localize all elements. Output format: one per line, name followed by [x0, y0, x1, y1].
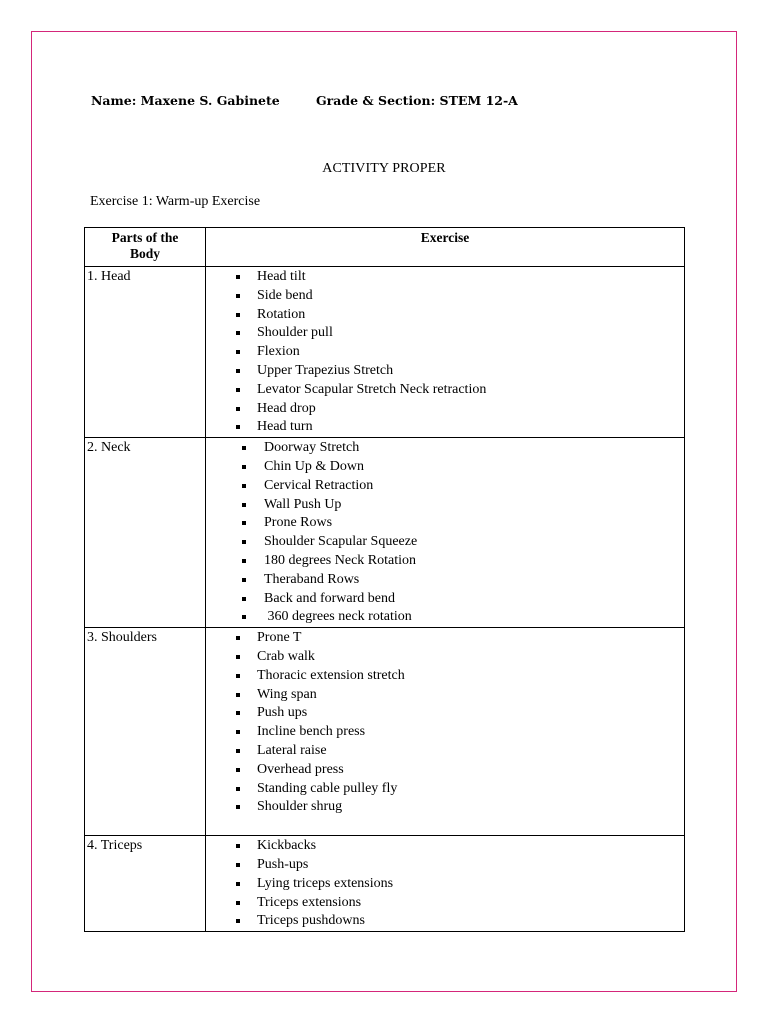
square-bullet-icon — [242, 540, 246, 544]
square-bullet-icon — [242, 503, 246, 507]
exercise-text: 180 degrees Neck Rotation — [264, 552, 417, 568]
list-item — [206, 439, 684, 458]
square-bullet-icon — [236, 730, 240, 734]
list-item — [206, 590, 684, 609]
list-item — [206, 856, 684, 875]
exercise-text: Back and forward bend — [264, 590, 396, 606]
list-item — [206, 418, 684, 437]
square-bullet-icon — [236, 787, 240, 791]
list-item — [206, 268, 684, 287]
list-item — [206, 287, 684, 306]
exercise-text: Push ups — [257, 705, 308, 721]
square-bullet-icon — [236, 294, 240, 298]
exercise-list-cell — [206, 267, 685, 438]
exercise-list — [206, 268, 684, 437]
square-bullet-icon — [236, 350, 240, 354]
exercise-text: 360 degrees neck rotation — [264, 609, 412, 625]
exercise-text: Kickbacks — [257, 838, 317, 854]
exercise-text: Upper Trapezius Stretch — [257, 362, 394, 378]
square-bullet-icon — [236, 749, 240, 753]
table-row — [85, 267, 685, 438]
list-item — [206, 723, 684, 742]
exercise-text: Prone T — [257, 630, 302, 646]
square-bullet-icon — [236, 901, 240, 905]
square-bullet-icon — [242, 615, 246, 619]
square-bullet-icon — [236, 275, 240, 279]
exercise-text: Standing cable pulley fly — [257, 780, 398, 796]
exercise-text: Rotation — [257, 306, 306, 322]
list-item — [206, 552, 684, 571]
exercise-text: Theraband Rows — [264, 571, 360, 587]
square-bullet-icon — [236, 693, 240, 697]
list-item — [206, 324, 684, 343]
body-part-cell: 2. Neck — [85, 438, 206, 628]
exercise-text: Chin Up & Down — [264, 458, 364, 474]
exercise-list-cell — [206, 836, 685, 932]
list-item — [206, 458, 684, 477]
square-bullet-icon — [236, 388, 240, 392]
exercise-text: Levator Scapular Stretch Neck retraction — [257, 381, 487, 397]
exercise-text: Incline bench press — [257, 724, 366, 740]
square-bullet-icon — [242, 465, 246, 469]
exercise-list — [206, 439, 684, 627]
list-item — [206, 400, 684, 419]
grade-section: Grade & Section: STEM 12-A — [316, 93, 518, 108]
table-row — [85, 836, 685, 932]
square-bullet-icon — [236, 331, 240, 335]
list-item — [206, 894, 684, 913]
column-header-exercise: Exercise — [206, 228, 685, 267]
square-bullet-icon — [242, 559, 246, 563]
exercise-text: Triceps pushdowns — [257, 913, 365, 929]
square-bullet-icon — [242, 597, 246, 601]
body-part-cell: 3. Shoulders — [85, 628, 206, 836]
table-header-row — [85, 228, 685, 267]
exercise-text: Head turn — [257, 419, 313, 435]
exercise-text: Shoulder shrug — [257, 799, 343, 815]
exercise-text: Triceps extensions — [257, 894, 362, 910]
exercise-list-cell — [206, 628, 685, 836]
square-bullet-icon — [236, 636, 240, 640]
exercise-text: Cervical Retraction — [264, 477, 374, 493]
exercise-text: Shoulder pull — [257, 325, 333, 341]
list-item — [206, 571, 684, 590]
square-bullet-icon — [236, 655, 240, 659]
exercise-heading: Exercise 1: Warm-up Exercise — [90, 194, 261, 209]
list-item — [206, 306, 684, 325]
square-bullet-icon — [236, 407, 240, 411]
body-part-cell: 4. Triceps — [85, 836, 206, 932]
list-item — [206, 686, 684, 705]
column-header-parts-line2: Body — [129, 246, 160, 261]
list-item — [206, 667, 684, 686]
square-bullet-icon — [242, 578, 246, 582]
square-bullet-icon — [236, 805, 240, 809]
exercise-text: Crab walk — [257, 648, 315, 664]
column-header-parts — [85, 228, 206, 267]
square-bullet-icon — [236, 863, 240, 867]
list-item — [206, 477, 684, 496]
list-item — [206, 533, 684, 552]
list-item — [206, 761, 684, 780]
list-item — [206, 742, 684, 761]
square-bullet-icon — [236, 768, 240, 772]
body-part-cell: 1. Head — [85, 267, 206, 438]
list-item — [206, 362, 684, 381]
square-bullet-icon — [236, 674, 240, 678]
exercise-text: Lying triceps extensions — [257, 875, 394, 891]
exercise-text: Push-ups — [257, 856, 309, 872]
exercise-text: Prone Rows — [264, 515, 333, 531]
list-item — [206, 629, 684, 648]
exercise-text: Thoracic extension stretch — [257, 667, 405, 683]
list-item — [206, 343, 684, 362]
square-bullet-icon — [236, 369, 240, 373]
exercise-text: Overhead press — [257, 761, 344, 777]
exercise-text: Wing span — [257, 686, 317, 702]
list-item — [206, 648, 684, 667]
column-header-parts-line1: Parts of the — [111, 230, 179, 245]
square-bullet-icon — [242, 446, 246, 450]
list-item — [206, 837, 684, 856]
list-item — [206, 912, 684, 931]
student-name: Name: Maxene S. Gabinete — [91, 93, 280, 108]
student-info-line — [91, 93, 518, 108]
square-bullet-icon — [242, 521, 246, 525]
list-item — [206, 780, 684, 799]
exercise-text: Wall Push Up — [264, 496, 342, 512]
list-item — [206, 798, 684, 817]
exercise-text: Doorway Stretch — [264, 440, 360, 456]
square-bullet-icon — [236, 844, 240, 848]
exercise-table — [84, 227, 685, 932]
square-bullet-icon — [236, 425, 240, 429]
exercise-list — [206, 629, 684, 817]
exercise-text: Shoulder Scapular Squeeze — [264, 534, 418, 550]
square-bullet-icon — [236, 711, 240, 715]
table-row — [85, 438, 685, 628]
exercise-text: Head tilt — [257, 269, 306, 284]
list-item — [206, 875, 684, 894]
square-bullet-icon — [236, 919, 240, 923]
table-row — [85, 628, 685, 836]
list-item — [206, 514, 684, 533]
exercise-list-cell — [206, 438, 685, 628]
square-bullet-icon — [242, 484, 246, 488]
list-item — [206, 608, 684, 627]
square-bullet-icon — [236, 882, 240, 886]
exercise-text: Lateral raise — [257, 742, 327, 758]
exercise-text: Flexion — [257, 344, 300, 360]
list-item — [206, 496, 684, 515]
list-item — [206, 704, 684, 723]
list-item — [206, 381, 684, 400]
exercise-text: Head drop — [257, 400, 316, 416]
document-title: ACTIVITY PROPER — [322, 161, 446, 176]
square-bullet-icon — [236, 313, 240, 317]
exercise-text: Side bend — [257, 287, 313, 303]
exercise-list — [206, 837, 684, 931]
